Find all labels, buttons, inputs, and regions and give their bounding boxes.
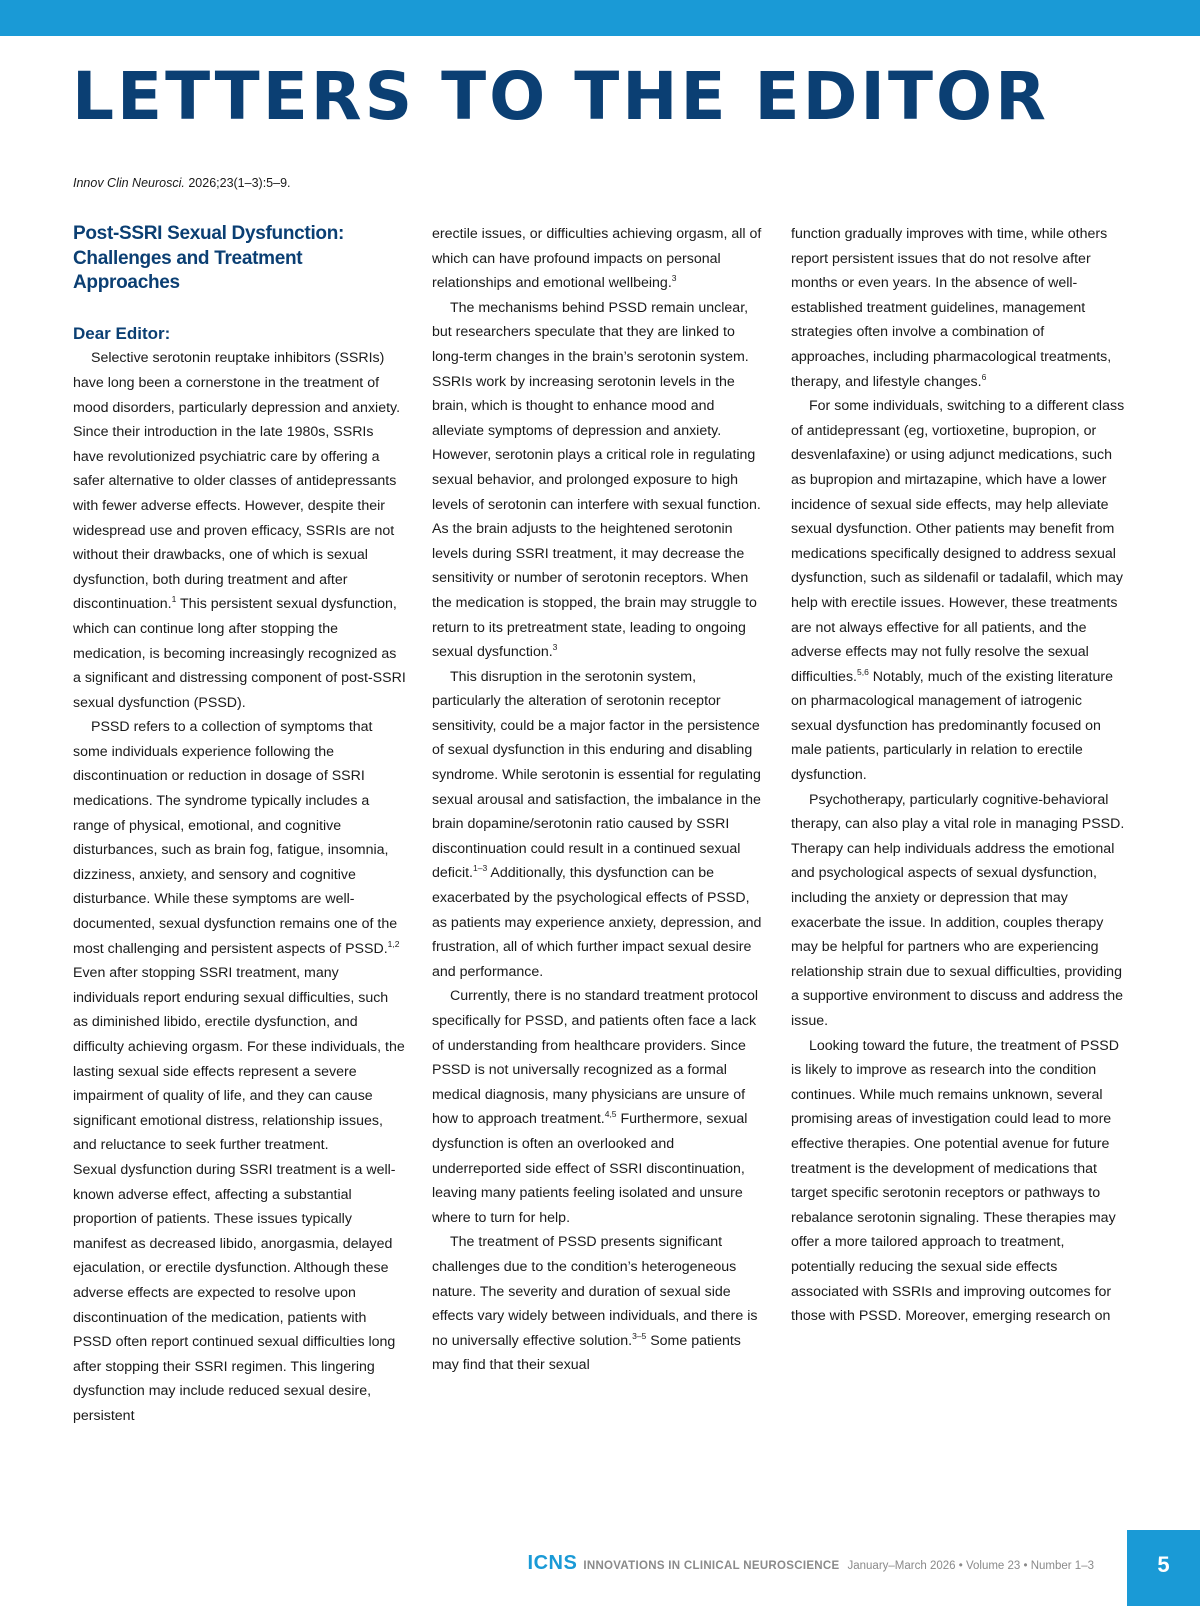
article-title-line-1: Post-SSRI Sexual Dysfunction: [73,223,345,244]
reference-superscript: 1,2 [387,938,400,949]
reference-superscript: 3–5 [632,1330,647,1341]
reference-superscript: 1 [171,594,177,605]
article-title-line-2: Challenges and Treatment Approaches [73,247,303,294]
paragraph: The treatment of PSSD presents significant challenges due to the condition’s heterogeneous nature. The severity and duration of sexual side effects vary widely between individuals, and there is no universally effective solution.$^{3-5}$ Some patients may find that their sexual [432,1234,758,1374]
text-column-3 [791,222,1125,1486]
paragraph: This disruption in the serotonin system, particularly the alteration of serotonin receptor sensitivity, could be a major factor in the persistence of sexual dysfunction in this enduring and disabling syndrome. While serotonin is essential for regulating sexual arousal and satisfaction, the imbalance in the brain dopamine/serotonin ratio caused by SSRI discontinuation could result in a continued sexual deficit.$^{1-3}$ Additionally, this dysfunction can be exacerbated by the psychological effects of PSSD, as patients may experience anxiety, depression, and frustration, all of which further impact sexual desire and performance. [432,668,762,980]
top-accent-bar [0,0,1200,36]
paragraph: function gradually improves with time, while others report persistent issues that do not resolve after months or even years. In the absence of well-established treatment guidelines, management strategies often involve a combination of approaches, including pharmacological treatments, therapy, and lifestyle changes.$^6$ [791,226,1112,390]
citation [73,176,291,190]
paragraph: Selective serotonin reuptake inhibitors (SSRIs) have long been a cornerstone in the treatment of mood disorders, particularly depression and anxiety. Since their introduction in the late 1980s, SSRIs have revolutionized psychiatric care by offering a safer alternative to older classes of antidepressants with fewer adverse effects. However, despite their widespread use and proven efficacy, SSRIs are not without their drawbacks, one of which is sexual dysfunction, both during treatment and after discontinuation.$^1$ This persistent sexual dysfunction, which can continue long after stopping the medication, is becoming increasingly recognized as a significant and distressing component of post-SSRI sexual dysfunction (PSSD). [73,350,406,711]
paragraph: Currently, there is no standard treatment protocol specifically for PSSD, and patients often face a lack of understanding from healthcare providers. Since PSSD is not universally recognized as a formal medical diagnosis, many physicians are unsure of how to approach treatment.$^{4,5}$ Furthermore, sexual dysfunction is often an overlooked and underreported side effect of SSRI discontinuation, leaving many patients feeling isolated and unsure where to turn for help. [432,988,759,1226]
salutation: Dear Editor: [73,323,171,343]
page-footer [0,1530,1120,1606]
journal-name: INNOVATIONS IN CLINICAL NEUROSCIENCE [583,1560,840,1572]
reference-superscript: 5,6 [856,666,869,677]
reference-superscript: 4,5 [604,1109,617,1120]
footer-line [528,1552,1094,1575]
paragraph: Looking toward the future, the treatment of PSSD is likely to improve as research into the condition continues. While much remains unknown, several promising areas of investigation could lead to more effective therapies. One potential avenue for future treatment is the development of medications that target specific serotonin receptors or pathways to rebalance serotonin signaling. These therapies may offer a more tailored approach to treatment, potentially reducing the sexual side effects associated with SSRIs and improving outcomes for those with PSSD. Moreover, emerging research on [791,1037,1119,1325]
text-column-2 [432,222,766,1486]
paragraph: For some individuals, switching to a different class of antidepressant (eg, vortioxetine, bupropion, or desvenlafaxine) or using adjunct medications, such as bupropion and mirtazapine, which have a lower incidence of sexual side effects, may help alleviate sexual dysfunction. Other patients may benefit from medications specifically designed to address sexual dysfunction, such as sildenafil or tadalafil, which may help with erectile issues. However, these treatments are not always effective for all patients, and the adverse effects may not fully resolve the sexual difficulties.$^{5,6}$ Notably, much of the existing literature on pharmacological management of iatrogenic sexual dysfunction has predominantly focused on male patients, particularly in relation to erectile dysfunction. [791,398,1125,784]
article-title [73,222,407,296]
text-column-1 [73,222,407,1486]
citation-details: 2026;23(1–3):5–9. [184,176,291,190]
journal-brand: ICNS [527,1552,578,1574]
paragraph: PSSD refers to a collection of symptoms that some individuals experience following the discontinuation or reduction in dosage of SSRI medications. The syndrome typically includes a range of physical, emotional, and cognitive disturbances, such as brain fog, fatigue, insomnia, dizziness, anxiety, and sensory and cognitive disturbance. While these symptoms are well-documented, sexual dysfunction remains one of the most challenging and persistent aspects of PSSD.$^{1,2}$ Even after stopping SSRI treatment, many individuals report enduring sexual difficulties, such as diminished libido, erectile dysfunction, and difficulty achieving orgasm. For these individuals, the lasting sexual side effects represent a severe impairment of quality of life, and they can cause significant emotional distress, relationship issues, and reluctance to seek further treatment. [73,719,405,1154]
page-number-box [1127,1530,1200,1606]
paragraph: Psychotherapy, particularly cognitive-behavioral therapy, can also play a vital role in managing PSSD. Therapy can help individuals address the emotional and psychological aspects of sexual dysfunction, including the anxiety or depression that may exacerbate the issue. In addition, couples therapy may be helpful for partners who are experiencing relationship strain due to sexual difficulties, providing a supportive environment to discuss and address the issue. [791,791,1125,1029]
paragraph: The mechanisms behind PSSD remain unclear, but researchers speculate that they are linked to long-term changes in the brain’s serotonin system. SSRIs work by increasing serotonin levels in the brain, which is thought to enhance mood and alleviate symptoms of depression and anxiety. However, serotonin plays a critical role in regulating sexual behavior, and prolonged exposure to high levels of serotonin can interfere with sexual function. As the brain adjusts to the heightened serotonin levels during SSRI treatment, it may decrease the sensitivity or number of serotonin receptors. When the medication is stopped, the brain may struggle to return to its pretreatment state, leading to ongoing sexual dysfunction.$^3$ [432,299,761,661]
page-title: LETTERS TO THE EDITOR [72,58,1049,135]
reference-superscript: 3 [671,273,677,284]
reference-superscript: 3 [552,642,558,653]
reference-superscript: 1–3 [473,863,488,874]
paragraph: Sexual dysfunction during SSRI treatment is a well-known adverse effect, affecting a substantial proportion of patients. These issues typically manifest as decreased libido, anorgasmia, delayed ejaculation, or erectile dysfunction. Although these adverse effects are expected to resolve upon discontinuation of the medication, patients with PSSD often report continued sexual difficulties long after stopping their SSRI regimen. This lingering dysfunction may include reduced sexual desire, persistent [73,1161,396,1424]
paragraph: erectile issues, or difficulties achieving orgasm, all of which can have profound impacts on personal relationships and emotional wellbeing.$^3$ [432,226,762,292]
issue-info: January–March 2026 • Volume 23 • Number 1–3 [847,1560,1094,1572]
citation-journal: Innov Clin Neurosci. [73,176,185,190]
page-number: 5 [1157,1552,1170,1577]
reference-superscript: 6 [981,371,987,382]
